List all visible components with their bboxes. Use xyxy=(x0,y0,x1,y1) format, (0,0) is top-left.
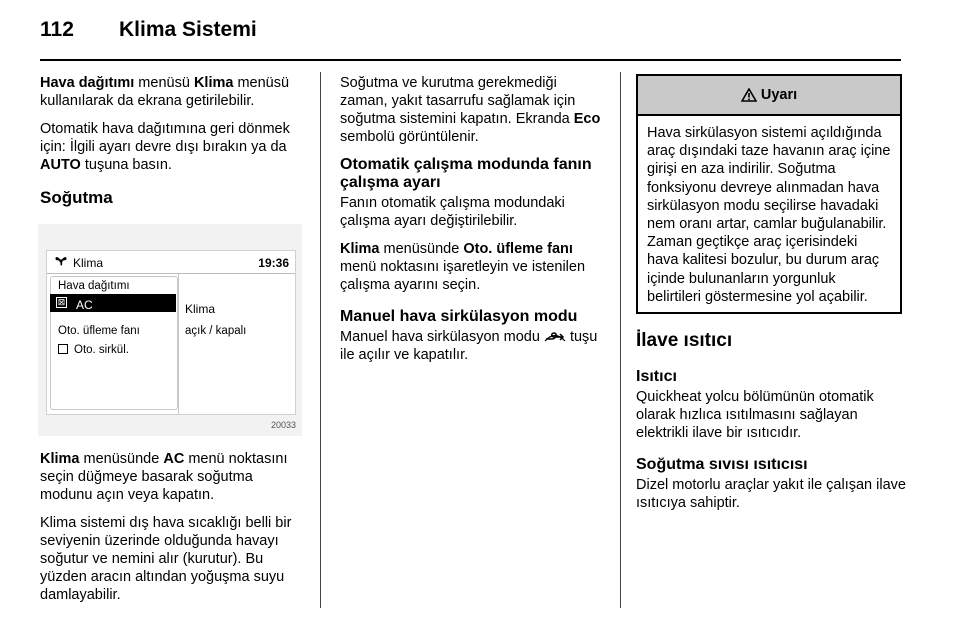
paragraph: Dizel motorlu araçlar yakıt ile çalışan ilave ısıtıcıya sahiptir. xyxy=(636,477,906,512)
paragraph: Klima sistemi dış hava sıcaklığı belli bir seviyenin üzerinde olduğunda havayı soğutur ve nemini alır (kurutur). Bu yüzden aracın altından yoğuşma suyu damlayabilir. xyxy=(40,515,292,603)
section-heading-manual-circ: Manuel hava sirkülasyon modu xyxy=(340,308,578,325)
text: tuşu ile açılır ve kapatılır. xyxy=(340,329,598,363)
header-rule xyxy=(40,59,901,61)
menu-label: Hava dağıtımı xyxy=(58,280,130,292)
section-heading-cooling: Soğutma xyxy=(40,188,113,207)
bold-term: Eco xyxy=(573,111,601,127)
column-divider-1 xyxy=(320,72,321,608)
paragraph xyxy=(40,120,302,174)
text: menüsü kullanılarak da ekrana getirilebilir. xyxy=(40,75,290,109)
warning-triangle-icon xyxy=(741,88,757,102)
page-header xyxy=(40,18,257,48)
menu-item-ac[interactable] xyxy=(50,294,176,312)
subheading-heater: Isıtıcı xyxy=(636,368,677,386)
section-heading-aux-heater: İlave ısıtıcı xyxy=(636,330,733,352)
text: menü noktasını işaretleyin ve istenilen çalışma ayarını seçin. xyxy=(340,259,586,293)
text: Otomatik hava dağıtımına geri dönmek için: İlgili ayarı devre dışı bırakın ya da xyxy=(40,121,290,155)
text: Soğutma ve kurutma gerekmediği zaman, yakıt tasarrufu sağlamak için soğutma sistemini kapatın. Ekranda xyxy=(340,75,576,127)
menu-item-auto-circ[interactable] xyxy=(58,341,129,359)
warning-box xyxy=(636,74,902,314)
checkbox-checked-icon: ⊠ xyxy=(57,297,66,307)
screen-clock: 19:36 xyxy=(258,256,289,270)
warning-text: Hava sirkülasyon sistemi açıldığında araç dışındaki taze havanın araç içine girişi en aza indirilir. Soğutma fonksiyonu devreye alınmadan hava sirkülasyon modu seçilirse havadaki nem oranı artar, camlar buğulanabilir. Zaman geçtikçe araç içerisindeki hava kalitesi bozulur, bu durum araç içinde bulunanların yorgunluk belirtileri göstermesine yol açabilir. xyxy=(647,125,891,305)
page-number: 112 xyxy=(40,18,74,41)
text: tuşuna basın. xyxy=(80,157,172,173)
text: menüsünde xyxy=(379,241,464,257)
bold-term: AC xyxy=(163,451,185,467)
paragraph xyxy=(340,240,608,294)
warning-title: Uyarı xyxy=(760,87,798,103)
paragraph xyxy=(340,328,608,364)
column-divider-2 xyxy=(620,72,621,608)
bold-term: Klima xyxy=(193,75,234,91)
warning-header xyxy=(638,76,900,116)
column-1 xyxy=(40,74,302,614)
bold-term: Hava dağıtımı xyxy=(40,75,135,91)
subheading-coolant-heater: Soğutma sıvısı ısıtıcısı xyxy=(636,456,808,474)
checkbox-icon xyxy=(58,344,68,354)
bold-term: Oto. üfleme fanı xyxy=(463,241,573,257)
section-heading-fan-auto: Otomatik çalışma modunda fanın çalışma ayarı xyxy=(340,156,592,191)
bold-term: Klima xyxy=(340,241,380,257)
text: Manuel hava sirkülasyon modu xyxy=(340,329,544,345)
paragraph xyxy=(40,450,302,504)
text: menüsü xyxy=(134,75,194,91)
column-3 xyxy=(636,74,906,522)
fan-icon xyxy=(53,254,69,268)
text: menüsünde xyxy=(79,451,164,467)
recirculation-icon xyxy=(544,330,566,342)
menu-item-label: Oto. sirkül. xyxy=(74,344,129,356)
screen-divider xyxy=(47,273,295,274)
screen-header xyxy=(47,251,295,272)
panel-divider xyxy=(178,274,179,414)
paragraph xyxy=(340,74,608,146)
bold-term: Klima xyxy=(40,451,80,467)
menu-item-auto-fan[interactable]: Oto. üfleme fanı xyxy=(58,325,140,337)
option-value: açık / kapalı xyxy=(185,325,247,337)
paragraph: Fanın otomatik çalışma modundaki çalışma ayarı değiştirilebilir. xyxy=(340,195,565,229)
figure-number: 20033 xyxy=(270,420,296,430)
chapter-title: Klima Sistemi xyxy=(119,18,257,41)
text: sembolü görüntülenir. xyxy=(340,129,479,145)
paragraph: Quickheat yolcu bölümünün otomatik olarak hızlıca ısıtılmasını sağlayan elektrikli ilave bir ısıtıcıdır. xyxy=(636,389,874,442)
paragraph xyxy=(40,74,302,110)
climate-screen-figure xyxy=(38,224,302,436)
menu-item-label: AC xyxy=(76,298,93,312)
text: menü noktasını seçin düğmeye basarak soğutma modunu açın veya kapatın. xyxy=(40,451,288,503)
screen-title: Klima xyxy=(73,256,104,270)
column-2 xyxy=(340,74,608,374)
bold-term: AUTO xyxy=(40,157,81,173)
option-title: Klima xyxy=(185,302,216,316)
